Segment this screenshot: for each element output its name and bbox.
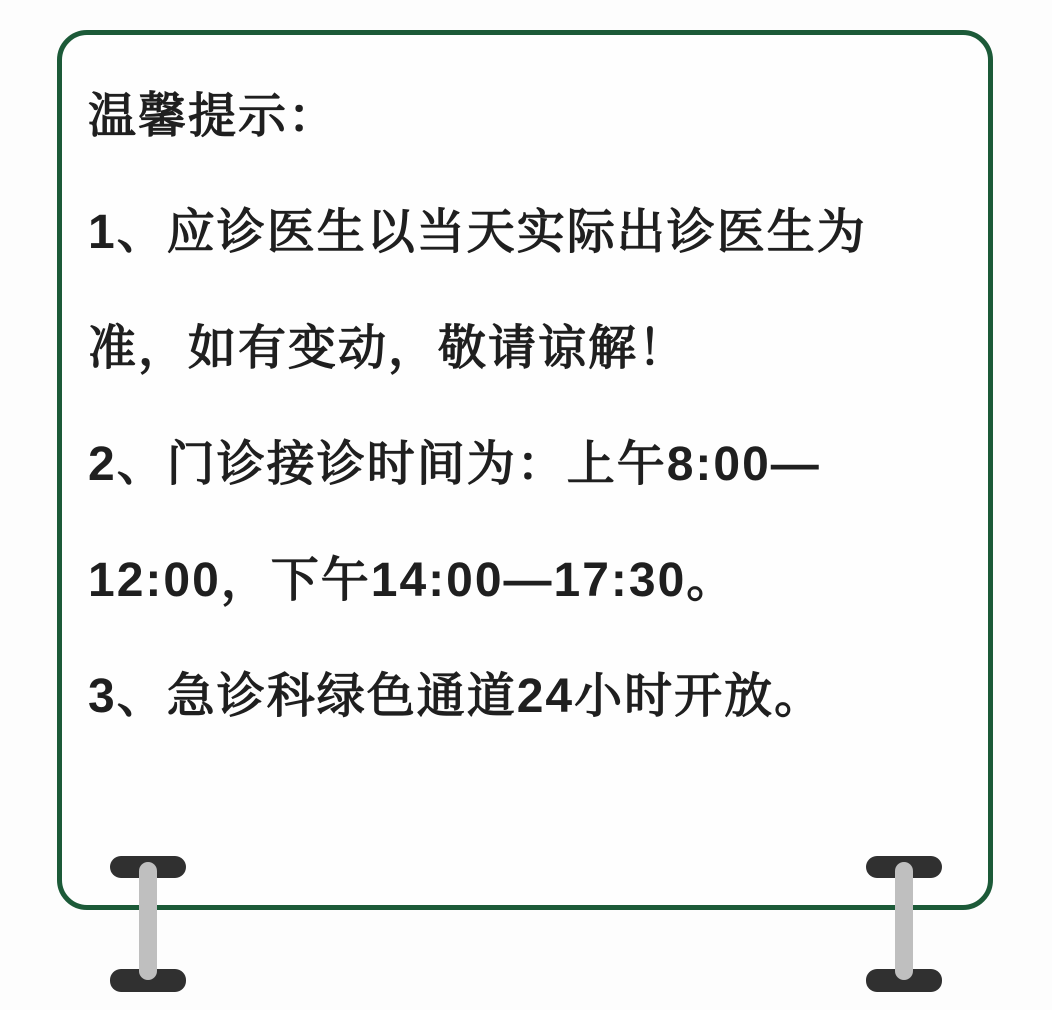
notice-line-5: 3、急诊科绿色通道24小时开放。 <box>88 670 825 723</box>
leg-left-bar <box>139 862 157 980</box>
notice-line-1: 1、应诊医生以当天实际出诊医生为 <box>88 206 867 259</box>
notice-content <box>62 35 988 779</box>
notice-line-2: 准，如有变动，敬请谅解！ <box>88 322 689 375</box>
notice-title: 温馨提示： <box>88 90 339 143</box>
notice-board <box>57 30 993 910</box>
leg-right-bar <box>895 862 913 980</box>
notice-line-3: 2、门诊接诊时间为：上午8:00— <box>88 438 821 491</box>
stand-leg-right <box>866 854 942 994</box>
notice-line-4: 12:00，下午14:00—17:30。 <box>88 554 737 607</box>
stand-leg-left <box>110 854 186 994</box>
